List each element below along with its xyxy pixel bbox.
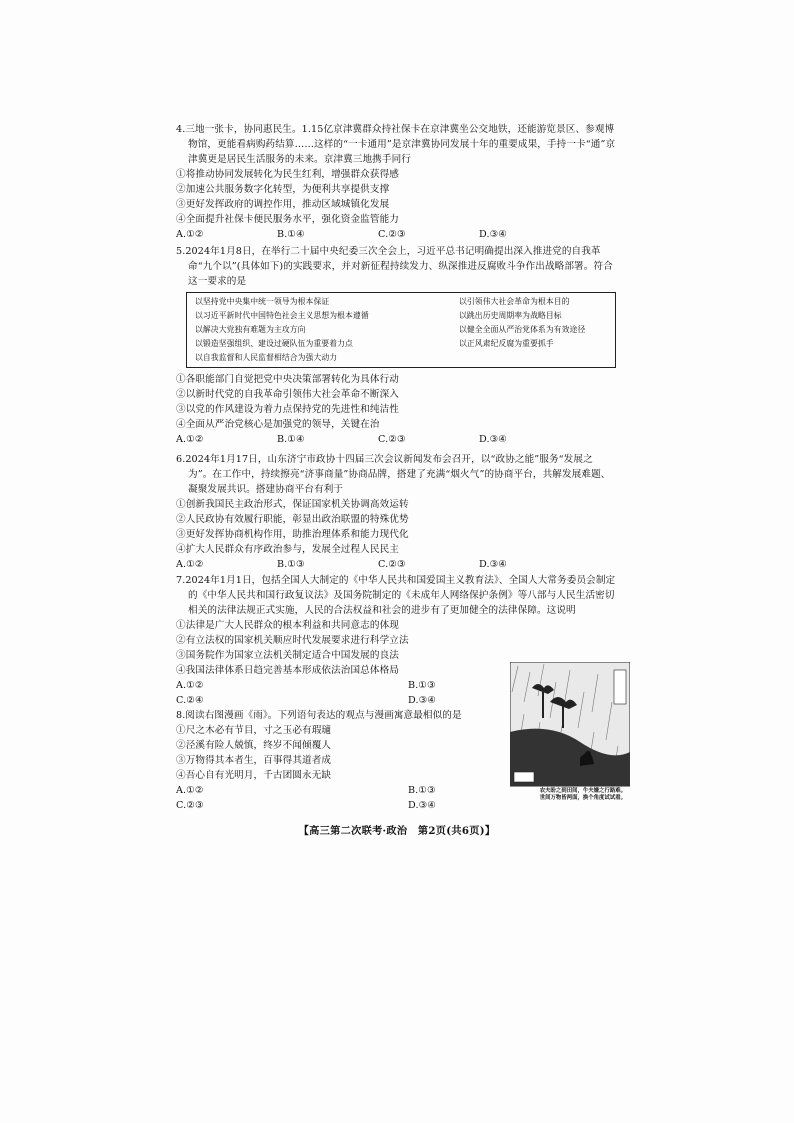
choice-d: D.③④ — [408, 695, 437, 706]
choice-d: D.③④ — [408, 800, 437, 811]
box-item: 以坚持党中央集中统一领导为根本保证 — [195, 297, 330, 306]
box-item: 以习近平新时代中国特色社会主义思想为根本遵循 — [195, 311, 369, 320]
question-8-choices — [176, 783, 512, 813]
choice-b: B.①③ — [277, 559, 305, 570]
question-4-option-3: ③更好发挥政府的调控作用，推动区域城镇化发展 — [176, 199, 390, 210]
choice-b: B.①③ — [408, 785, 436, 796]
choice-a: A.①② — [176, 559, 204, 570]
box-item: 以自我监督和人民监督相结合为强大动力 — [195, 353, 338, 362]
question-5 — [176, 244, 616, 447]
question-8-stem: 8.阅读右图漫画《雨》。下列语句表达的观点与漫画寓意最相似的是 — [176, 710, 462, 721]
question-5-stem: 5.2024年1月8日，在举行二十届中央纪委三次全会上，习近平总书记明确提出深入推进党的自我革命“九个以”(具体如下)的实践要求，并对新征程持续发力、纵深推进反腐败斗争作出战略部署。符合这一要求的是 — [176, 246, 613, 287]
question-8-option-4: ④吾心自有光明月，千古团圆永无缺 — [176, 770, 332, 781]
question-4 — [176, 122, 616, 242]
choice-a: A.①② — [176, 785, 204, 796]
choice-b: B.①④ — [277, 434, 305, 445]
question-7-option-4: ④我国法律体系日趋完善基本形成依法治国总体格局 — [176, 665, 399, 676]
choice-a: A.①② — [176, 229, 204, 240]
choice-c: C.②③ — [378, 434, 406, 445]
choice-b: B.①④ — [277, 229, 305, 240]
question-6-stem: 6.2024年1月17日，山东济宁市政协十四届三次会议新闻发布会召开，以“政协之能”服务“发展之为”。在工作中，持续擦亮“济事商量”协商品牌，搭建了充满“烟火气”的协商平台，共解发展难题、凝聚发展共识。搭建协商平台有利于 — [176, 454, 611, 495]
choice-d: D.③④ — [479, 559, 508, 570]
question-5-option-1: ①各职能部门自觉把党中央决策部署转化为具体行动 — [176, 374, 399, 385]
question-4-option-2: ②加速公共服务数字化转型，为便利共享提供支撑 — [176, 184, 390, 195]
question-8-option-1: ①尺之木必有节目，寸之玉必有瑕瓋 — [176, 725, 332, 736]
question-8 — [176, 708, 506, 813]
question-7-option-1: ①法律是广大人民群众的根本利益和共同意志的体现 — [176, 620, 399, 631]
choice-a: A.①② — [176, 434, 204, 445]
choice-c: C.②④ — [176, 695, 204, 706]
question-6-option-1: ①创新我国民主政治形式，保证国家机关协调高效运转 — [176, 499, 409, 510]
nine-requirements-box — [186, 292, 616, 368]
choice-d: D.③④ — [479, 229, 508, 240]
question-5-choices — [176, 432, 616, 447]
question-7-stem: 7.2024年1月1日，包括全国人大制定的《中华人民共和国爱国主义教育法》、全国人大常务委员会制定的《中华人民共和国行政复议法》及国务院制定的《未成年人网络保护条例》等八部与人民生活密切相关的法律法规正式实施，人民的合法权益和社会的进步有了更加健全的法律保障。这说明 — [176, 575, 616, 616]
question-8-option-3: ③万物得其本者生，百事得其道者成 — [176, 755, 332, 766]
box-item: 以跳出历史周期率为战略目标 — [459, 311, 562, 320]
choice-c: C.②③ — [378, 229, 406, 240]
question-4-stem: 4.三地一张卡，协同惠民生。1.15亿京津冀群众持社保卡在京津冀坐公交地铁，还能游览景区、参观博物馆，更能看病购药结算……这样的“一卡通用”是京津冀协同发展十年的重要成果，手持一卡“通”京津冀更是居民生活服务的未来。京津冀三地携手同行 — [176, 124, 616, 165]
question-8-option-2: ②泾溪有险人兢慎，终岁不闻倾覆人 — [176, 740, 332, 751]
box-item: 以解决大党独有难题为主攻方向 — [195, 325, 306, 334]
box-item: 以引领伟大社会革命为根本目的 — [459, 297, 570, 306]
choice-b: B.①③ — [408, 680, 436, 691]
question-7-option-2: ②有立法权的国家机关顺应时代发展要求进行科学立法 — [176, 635, 409, 646]
choice-c: C.②③ — [176, 800, 204, 811]
choice-a: A.①② — [176, 680, 204, 691]
question-7-choices — [176, 678, 512, 708]
box-item — [459, 351, 609, 365]
choice-c: C.②③ — [378, 559, 406, 570]
box-item: 以正风肃纪反腐为重要抓手 — [459, 339, 554, 348]
question-5-option-4: ④全面从严治党核心是加强党的领导，关键在治 — [176, 419, 380, 430]
cartoon-caption-line-2: 世间万物皆两面，换个角度试试看。 — [539, 795, 626, 801]
box-item: 以锻造坚强组织、建设过硬队伍为重要着力点 — [195, 339, 353, 348]
question-6-choices — [176, 557, 616, 572]
box-item: 以健全全面从严治党体系为有效途径 — [459, 325, 586, 334]
choice-d: D.③④ — [479, 434, 508, 445]
question-6-option-4: ④扩大人民群众有序政治参与，发展全过程人民民主 — [176, 544, 399, 555]
question-7-option-3: ③国务院作为国家立法机关制定适合中国发展的良法 — [176, 650, 399, 661]
question-5-option-3: ③以党的作风建设为着力点保持党的先进性和纯洁性 — [176, 404, 399, 415]
cartoon-caption-line-1: 农夫盼之到田间，牛夫嫌之行路难。 — [539, 788, 626, 794]
question-6 — [176, 452, 616, 572]
question-6-option-2: ②人民政协有效履行职能，彰显出政治联盟的特殊优势 — [176, 514, 409, 525]
cartoon-caption — [516, 788, 626, 802]
question-6-option-3: ③更好发挥协商机构作用，助推治理体系和能力现代化 — [176, 529, 409, 540]
page-footer: 【高三第二次联考·政治 第2页(共6页)】 — [298, 825, 496, 837]
question-4-choices — [176, 227, 616, 242]
question-4-option-1: ①将推动协同发展转化为民生红利，增强群众获得感 — [176, 169, 399, 180]
rain-cartoon-image — [510, 662, 630, 809]
question-4-option-4: ④全面提升社保卡便民服务水平，强化资金监管能力 — [176, 214, 399, 225]
question-5-option-2: ②以新时代党的自我革命引领伟大社会革命不断深入 — [176, 389, 399, 400]
